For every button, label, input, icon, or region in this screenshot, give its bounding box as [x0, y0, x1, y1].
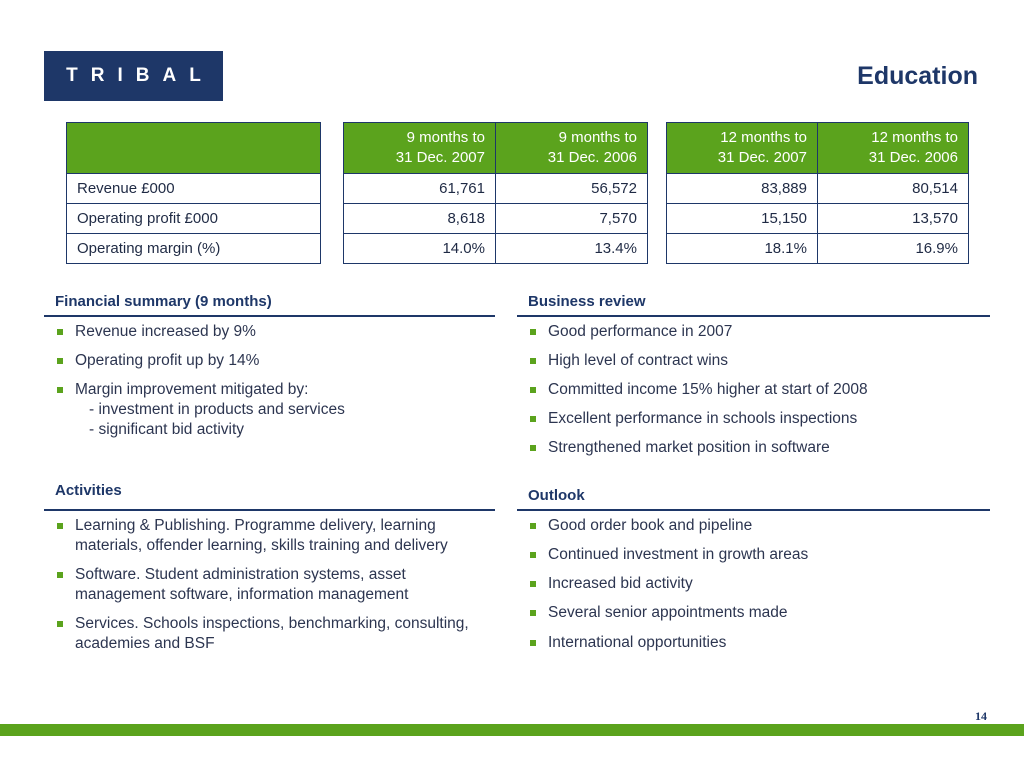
table-cell: 83,889 — [667, 174, 818, 204]
section-divider — [44, 315, 495, 317]
table-cell: 18.1% — [667, 234, 818, 264]
column-header: 9 months to 31 Dec. 2007 — [344, 123, 496, 174]
row-label-revenue: Revenue £000 — [67, 174, 321, 204]
logo-text: TRIBAL — [66, 65, 214, 86]
activities-list — [55, 516, 495, 654]
table-cell: 61,761 — [344, 174, 496, 204]
list-item: Margin improvement mitigated by: - investment in products and services - significant bid activity — [55, 380, 495, 440]
page-number: 14 — [975, 709, 987, 723]
list-item: Revenue increased by 9% — [55, 322, 495, 342]
financial-table-12-months — [666, 122, 969, 264]
table-cell: 15,150 — [667, 204, 818, 234]
list-item: Excellent performance in schools inspections — [528, 409, 988, 429]
table-header-blank — [67, 123, 321, 174]
list-item: Committed income 15% higher at start of 2008 — [528, 380, 988, 400]
column-header: 9 months to 31 Dec. 2006 — [496, 123, 648, 174]
list-item: Operating profit up by 14% — [55, 351, 495, 371]
list-item: Software. Student administration systems, asset management software, information management — [55, 565, 495, 605]
table-cell: 14.0% — [344, 234, 496, 264]
list-item: Services. Schools inspections, benchmarking, consulting, academies and BSF — [55, 614, 495, 654]
sub-item: - significant bid activity — [89, 421, 245, 438]
financial-summary-title: Financial summary (9 months) — [55, 293, 272, 310]
business-review-title: Business review — [528, 293, 646, 310]
section-divider — [517, 509, 990, 511]
list-item: Good order book and pipeline — [528, 516, 988, 536]
table-cell: 13,570 — [818, 204, 969, 234]
table-cell: 16.9% — [818, 234, 969, 264]
table-cell: 80,514 — [818, 174, 969, 204]
list-item: International opportunities — [528, 633, 988, 653]
table-cell: 8,618 — [344, 204, 496, 234]
outlook-list — [528, 516, 988, 653]
sub-item: - investment in products and services — [89, 401, 345, 418]
table-cell: 7,570 — [496, 204, 648, 234]
list-item: High level of contract wins — [528, 351, 988, 371]
footer-bar — [0, 724, 1024, 736]
table-cell: 13.4% — [496, 234, 648, 264]
activities-title: Activities — [55, 482, 122, 499]
list-item: Continued investment in growth areas — [528, 545, 988, 565]
financial-summary-list — [55, 322, 495, 440]
list-item: Increased bid activity — [528, 574, 988, 594]
section-divider — [517, 315, 990, 317]
outlook-title: Outlook — [528, 487, 585, 504]
tribal-logo — [44, 51, 223, 101]
financial-table-9-months — [343, 122, 648, 264]
row-label-operating-profit: Operating profit £000 — [67, 204, 321, 234]
business-review-list — [528, 322, 988, 458]
list-item: Several senior appointments made — [528, 603, 988, 623]
section-divider — [44, 509, 495, 511]
column-header: 12 months to 31 Dec. 2006 — [818, 123, 969, 174]
row-label-operating-margin: Operating margin (%) — [67, 234, 321, 264]
page-title: Education — [857, 62, 978, 90]
list-item: Good performance in 2007 — [528, 322, 988, 342]
table-cell: 56,572 — [496, 174, 648, 204]
list-item: Strengthened market position in software — [528, 438, 988, 458]
list-item: Learning & Publishing. Programme delivery, learning materials, offender learning, skills training and delivery — [55, 516, 495, 556]
column-header: 12 months to 31 Dec. 2007 — [667, 123, 818, 174]
financial-table-labels — [66, 122, 321, 264]
